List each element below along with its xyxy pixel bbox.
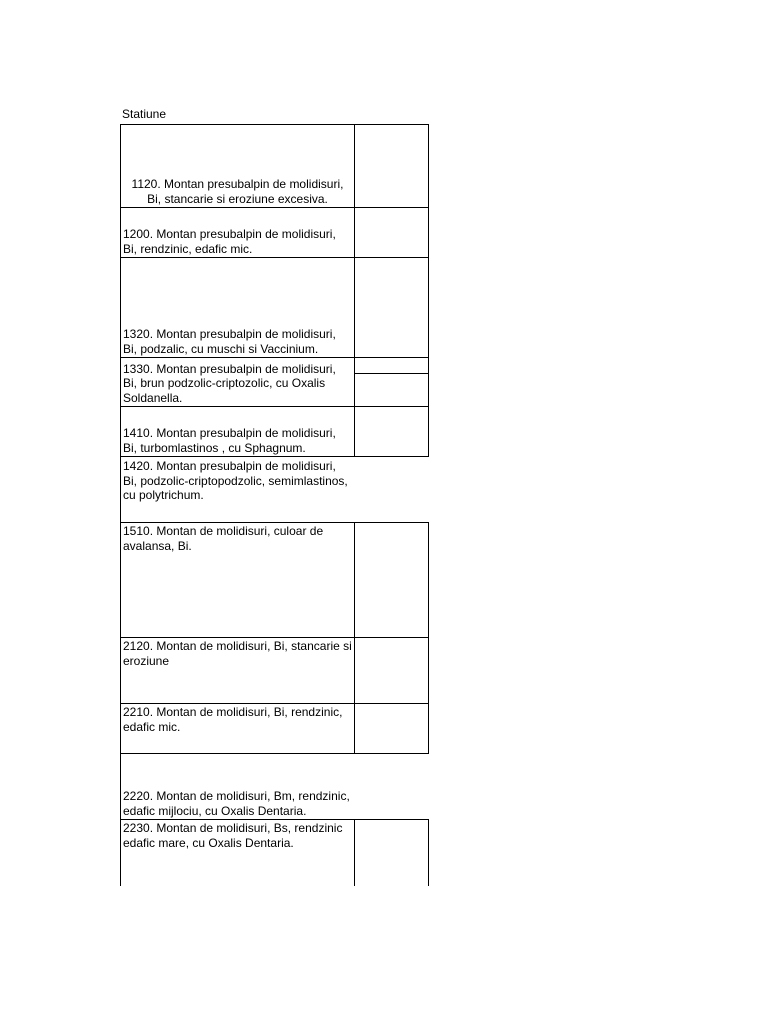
table-row-2120 bbox=[121, 638, 354, 703]
table-row-2210 bbox=[121, 704, 354, 753]
row-text: 1510. Montan de molidisuri, culoar de avalansa, Bi. bbox=[123, 524, 324, 553]
table-row-1320 bbox=[121, 258, 354, 357]
table-right-border bbox=[428, 819, 429, 886]
row-text: 1410. Montan presubalpin de molidisuri, Bi, turbomlastinos , cu Sphagnum. bbox=[123, 426, 336, 455]
table-row-1510 bbox=[121, 523, 354, 637]
table-row-1420 bbox=[121, 458, 354, 522]
row-text: 2210. Montan de molidisuri, Bi, rendzinic, edafic mic. bbox=[123, 705, 343, 734]
row-text: 1120. Montan presubalpin de molidisuri, Bi, stancarie si eroziune excesiva. bbox=[131, 177, 344, 206]
row-text: 1420. Montan presubalpin de molidisuri, Bi, podzolic-criptopodzolic, semimlastinos, cu polytrichum. bbox=[123, 459, 348, 502]
table-row-1330 bbox=[121, 358, 354, 406]
column-divider bbox=[354, 819, 355, 886]
table-row-2230 bbox=[121, 820, 354, 884]
row-text: 1320. Montan presubalpin de molidisuri, Bi, podzalic, cu muschi si Vaccinium. bbox=[123, 327, 336, 356]
row-text: 2220. Montan de molidisuri, Bm, rendzinic, edafic mijlociu, cu Oxalis Dentaria. bbox=[123, 789, 350, 818]
row-text: 2120. Montan de molidisuri, Bi, stancarie si eroziune bbox=[123, 639, 352, 668]
row-text: 1330. Montan presubalpin de molidisuri, Bi, brun podzolic-criptozolic, cu Oxalis Soldanella. bbox=[123, 361, 336, 405]
column-header-statiune: Statiune bbox=[122, 107, 167, 121]
table-right-border bbox=[428, 124, 429, 457]
table-row-2220 bbox=[121, 754, 354, 819]
table-row-1410 bbox=[121, 407, 354, 456]
row-border bbox=[354, 373, 429, 374]
row-border bbox=[120, 456, 429, 457]
table-row-1120 bbox=[121, 125, 354, 207]
table-row-1200 bbox=[121, 208, 354, 257]
column-divider bbox=[354, 124, 355, 457]
row-text: 2230. Montan de molidisuri, Bs, rendzinic edafic mare, cu Oxalis Dentaria. bbox=[123, 821, 343, 850]
row-text: 1200. Montan presubalpin de molidisuri, Bi, rendzinic, edafic mic. bbox=[123, 227, 336, 256]
